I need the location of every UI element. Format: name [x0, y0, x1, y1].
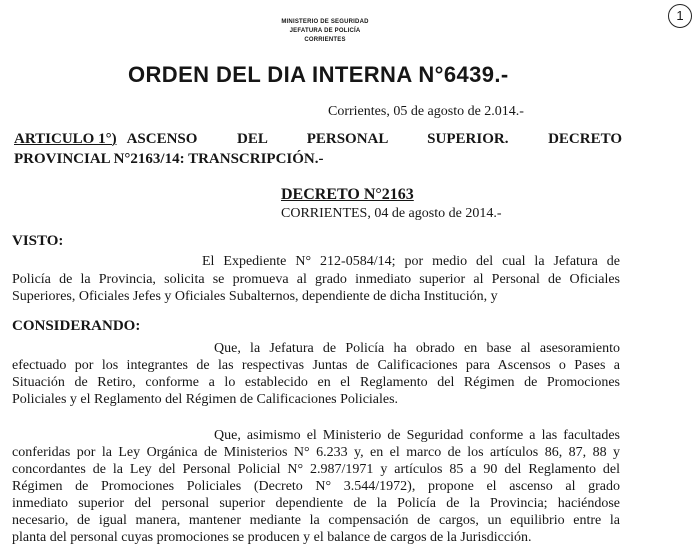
- letterhead: [250, 18, 400, 45]
- article-heading-line1: [14, 131, 622, 148]
- letterhead-police: JEFATURA DE POLICÍA: [289, 28, 361, 34]
- considerando-p1-line: efectuado por los integrantes de las respectivas Juntas de Calificaciones para Ascensos o Pases a: [12, 358, 620, 373]
- decree-date: CORRIENTES, 04 de agosto de 2014.-: [281, 206, 502, 221]
- visto-heading: VISTO:: [12, 233, 64, 249]
- considerando-heading: CONSIDERANDO:: [12, 318, 141, 334]
- page-number: 1: [668, 4, 692, 28]
- considerando-p2-line: Régimen de Promociones Policiales (Decreto N° 3.544/1972), propone el ascenso al grado: [12, 479, 620, 494]
- considerando-p1-line: Que, la Jefatura de Policía ha obrado en base al asesoramiento: [214, 341, 620, 356]
- article-title-rest: ASCENSO DEL PERSONAL SUPERIOR. DECRETO: [126, 131, 622, 147]
- considerando-p2-line: Que, asimismo el Ministerio de Seguridad conforme a las facultades: [214, 428, 620, 443]
- considerando-p1-line: Policiales y el Reglamento del Régimen de Calificaciones Policiales.: [12, 392, 399, 407]
- considerando-p2-line: concordantes de la Ley del Personal Policial N° 2.987/1971 y artículos 85 a 90 del Reglamento del: [12, 462, 620, 477]
- visto-line: El Expediente N° 212-0584/14; por medio del cual la Jefatura de: [202, 254, 620, 269]
- document-title: ORDEN DEL DIA INTERNA N°6439.-: [128, 62, 509, 87]
- considerando-p2-line: planta del personal cuyas promociones se producen y el balance de cargos de la Jurisdicción.: [12, 530, 532, 545]
- visto-line: Superiores, Oficiales Jefes y Oficiales Subalternos, dependiente de dicha Institución, y: [12, 289, 498, 304]
- letterhead-city: CORRIENTES: [304, 37, 346, 43]
- considerando-p2-line: inmediato superior del personal superior dependiente de la Policía de la Provincia; haciéndose: [12, 496, 620, 511]
- place-date: Corrientes, 05 de agosto de 2.014.-: [328, 104, 524, 119]
- visto-line: Policía de la Provincia, solicita se promueva al grado inmediato superior al Personal de Oficiales: [12, 272, 620, 287]
- article-label: ARTICULO 1°): [14, 131, 117, 147]
- article-heading-line2: PROVINCIAL N°2163/14: TRANSCRIPCIÓN.-: [14, 151, 324, 167]
- considerando-p1-line: Situación de Retiro, conforme a lo establecido en el Reglamento del Régimen de Promociones: [12, 375, 620, 390]
- considerando-p2-line: necesario, de igual manera, mantener mediante la compensación de cargos, un equilibrio entre la: [12, 513, 620, 528]
- decree-title: DECRETO N°2163: [281, 186, 414, 203]
- letterhead-ministry: MINISTERIO DE SEGURIDAD: [281, 19, 369, 25]
- considerando-p2-line: conferidas por la Ley Orgánica de Ministerios N° 6.233 y, en el marco de los artículos 86, 87, 88 y: [12, 445, 620, 460]
